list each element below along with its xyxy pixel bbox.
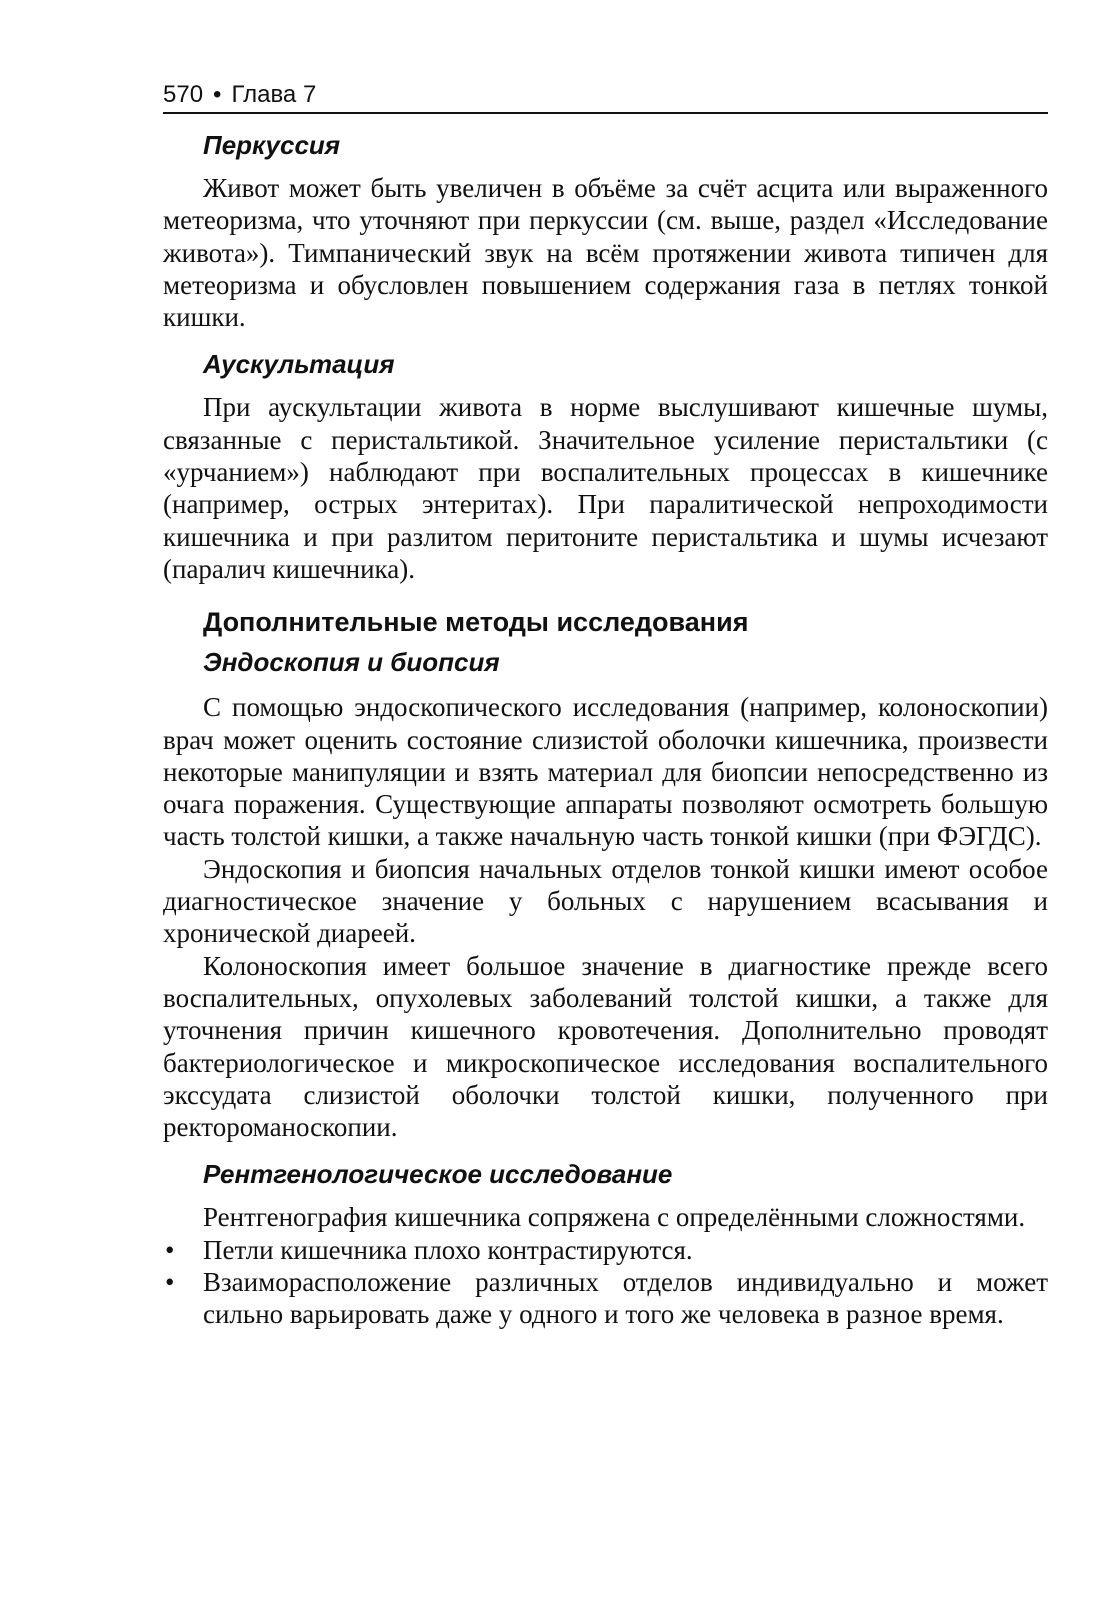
paragraph-percussion: Живот может быть увеличен в объёме за счёт асцита или выраженного метеоризма, что уточняют при перкуссии (см. выше, раздел «Исследование живота»). Тимпанический звук на всём протяжении живота типичен для метеоризма и обусловлен повышением содержания газа в петлях тонкой кишки. [163, 173, 1048, 333]
heading-endoscopy: Эндоскопия и биопсия [203, 647, 500, 678]
paragraph-endoscopy-3: Колоноскопия имеет большое значение в диагностике прежде всего воспалительных, опухолевых заболеваний толстой кишки, а также для уточнения причин кишечного кровотечения. Дополнительно проводят бактериологическое и микроскопическое исследования воспалительного экссудата слизистой оболочки толстой кишки, полученного при ректороманоскопии. [163, 950, 1048, 1143]
bullet-icon: • [165, 1267, 175, 1298]
heading-additional-methods: Дополнительные методы исследования [203, 607, 749, 638]
page-number: 570 [163, 81, 204, 108]
bullet-list [163, 1234, 1048, 1331]
paragraph-xray: Рентгенография кишечника сопряжена с определёнными сложностями. [203, 1202, 1026, 1233]
list-item-text: Взаиморасположение различных отделов индивидуально и может сильно варьировать даже у одного и того же человека в разное время. [203, 1267, 1048, 1330]
book-page [163, 78, 1048, 1331]
paragraph-endoscopy-2: Эндоскопия и биопсия начальных отделов тонкой кишки имеют особое диагностическое значение у больных с нарушением всасывания и хронической диареей. [163, 853, 1048, 949]
list-item-text: Петли кишечника плохо контрастируются. [203, 1234, 693, 1265]
paragraph-auscultation: При аускультации живота в норме выслушивают кишечные шумы, связанные с перистальтикой. Значительное усиление перистальтики (с «урчанием») наблюдают при воспалительных процессах в кишечнике (например, острых энтеритах). При паралитической непроходимости кишечника и при разлитом перитоните перистальтика и шумы исчезают (паралич кишечника). [163, 392, 1048, 584]
heading-xray: Рентгенологическое исследование [203, 1159, 673, 1190]
header-separator: • [213, 81, 222, 108]
list-item [163, 1266, 1048, 1331]
heading-percussion: Перкуссия [203, 130, 341, 160]
paragraph-endoscopy-1: С помощью эндоскопического исследования (например, колоноскопии) врач может оценить состояние слизистой оболочки кишечника, произвести некоторые манипуляции и взять материал для биопсии непосредственно из очага поражения. Существующие аппараты позволяют осмотреть большую часть толстой кишки, а также начальную часть тонкой кишки (при ФЭГДС). [163, 692, 1048, 852]
heading-auscultation: Аускультация [203, 349, 395, 380]
bullet-icon: • [165, 1234, 175, 1265]
list-item [163, 1234, 1048, 1266]
chapter-label: Глава 7 [231, 81, 317, 108]
running-head [163, 78, 1048, 114]
